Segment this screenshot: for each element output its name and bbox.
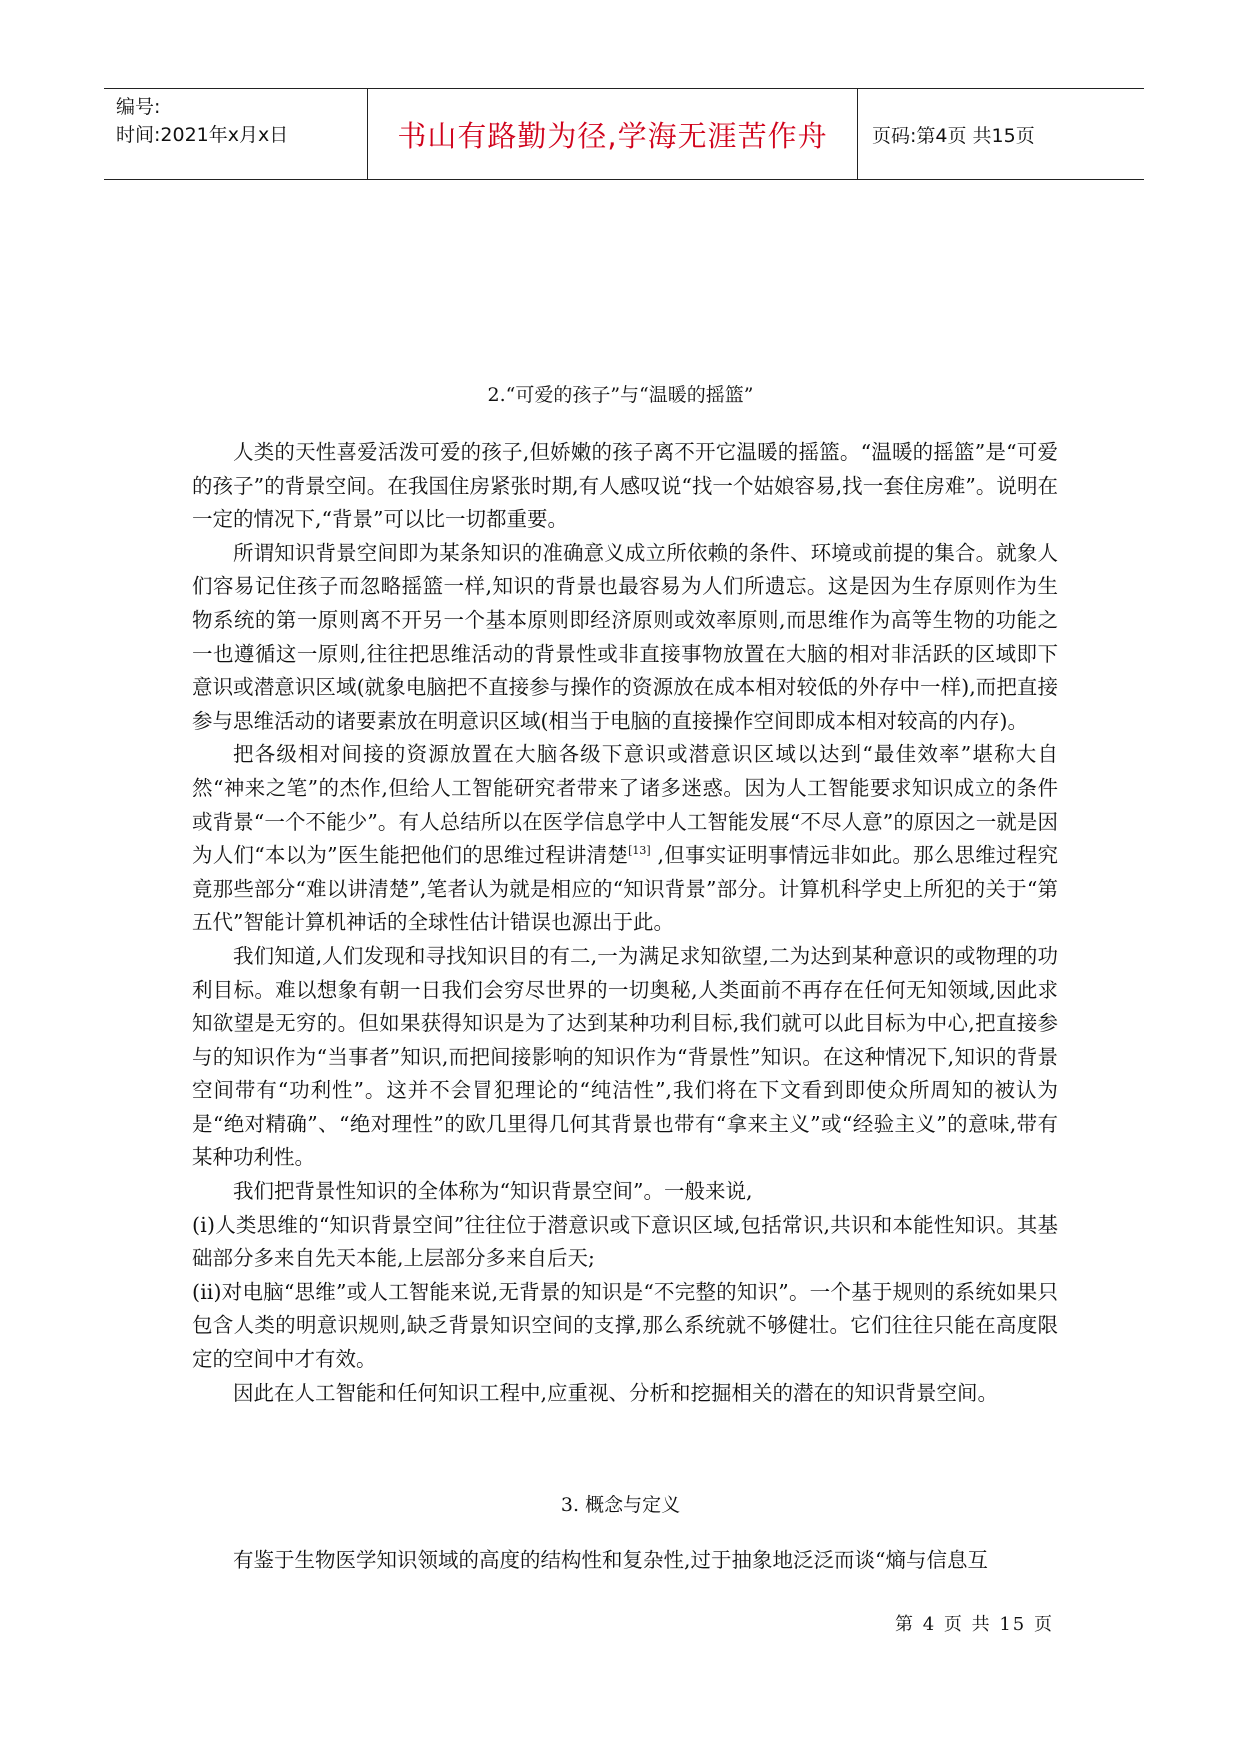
section-3-body bbox=[192, 1544, 1058, 1578]
paragraph: 所谓知识背景空间即为某条知识的准确意义成立所依赖的条件、环境或前提的集合。就象人们容易记住孩子而忽略摇篮一样,知识的背景也最容易为人们所遗忘。这是因为生存原则作为生物系统的第一原则离不开另一个基本原则即经济原则或效率原则,而思维作为高等生物的功能之一也遵循这一原则,往往把思维活动的背景性或非直接事物放置在大脑的相对非活跃的区域即下意识或潜意识区域(就象电脑把不直接参与操作的资源放在成本相对较低的外存中一样),而把直接参与思维活动的诸要素放在明意识区域(相当于电脑的直接操作空间即成本相对较高的内存)。 bbox=[192, 540, 1058, 733]
paragraph-text: 把各级相对间接的资源放置在大脑各级下意识或潜意识区域以达到“最佳效率”堪称大自然“神来之笔”的杰作,但给人工智能研究者带来了诸多迷惑。因为人工智能要求知识成立的条件或背景“一个不能少”。有人总结所以在医学信息学中人工智能发展“不尽人意”的原因之一就是因为人们“本以为”医生能把他们的思维过程讲清楚 bbox=[192, 742, 1058, 868]
section-2-body bbox=[192, 436, 1058, 1410]
number-label: 编号: bbox=[116, 96, 161, 118]
header-motto: 书山有路勤为径,学海无涯苦作舟 bbox=[368, 89, 858, 179]
paragraph: 我们把背景性知识的全体称为“知识背景空间”。一般来说, bbox=[233, 1179, 753, 1204]
section-3-title: 3. 概念与定义 bbox=[560, 1494, 681, 1516]
section-2-title: 2.“可爱的孩子”与“温暖的摇篮” bbox=[487, 384, 754, 406]
list-item: (ⅱ)对电脑“思维”或人工智能来说,无背景的知识是“不完整的知识”。一个基于规则的系统如果只包含人类的明意识规则,缺乏背景知识空间的支撑,那么系统就不够健壮。它们往往只能在高度限定的空间中才有效。 bbox=[192, 1279, 1058, 1372]
time-label: 时间:2021年x月x日 bbox=[116, 124, 289, 146]
header-page-code: 页码:第4页 共15页 bbox=[872, 124, 1035, 147]
paragraph: 人类的天性喜爱活泼可爱的孩子,但娇嫩的孩子离不开它温暖的摇篮。“温暖的摇篮”是“可爱的孩子”的背景空间。在我国住房紧张时期,有人感叹说“找一个姑娘容易,找一套住房难”。说明在一定的情况下,“背景”可以比一切都重要。 bbox=[192, 440, 1058, 532]
paragraph: 有鉴于生物医学知识领域的高度的结构性和复杂性,过于抽象地泛泛而谈“熵与信息互 bbox=[233, 1548, 988, 1572]
header-meta bbox=[104, 89, 368, 179]
citation-ref: [13] bbox=[628, 844, 651, 858]
document-header bbox=[104, 88, 1144, 180]
page-footer: 第 4 页 共 15 页 bbox=[895, 1614, 1054, 1635]
paragraph: 我们知道,人们发现和寻找知识目的有二,一为满足求知欲望,二为达到某种意识的或物理的功利目标。难以想象有朝一日我们会穷尽世界的一切奥秘,人类面前不再存在任何无知领域,因此求知欲望是无穷的。但如果获得知识是为了达到某种功利目标,我们就可以此目标为中心,把直接参与的知识作为“当事者”知识,而把间接影响的知识作为“背景性”知识。在这种情况下,知识的背景空间带有“功利性”。这并不会冒犯理论的“纯洁性”,我们将在下文看到即使众所周知的被认为是“绝对精确”、“绝对理性”的欧几里得几何其背景也带有“拿来主义”或“经验主义”的意味,带有某种功利性。 bbox=[192, 943, 1058, 1170]
paragraph bbox=[192, 738, 1058, 940]
paragraph: 因此在人工智能和任何知识工程中,应重视、分析和挖掘相关的潜在的知识背景空间。 bbox=[233, 1380, 999, 1405]
paragraph-text: ,但事实证明事情远非如此。那么思维过程究竟那些部分“难以讲清楚”,笔者认为就是相应的“知识背景”部分。计算机科学史上所犯的关于“第五代”智能计算机神话的全球性估计错误也源出于此。 bbox=[192, 843, 1058, 935]
list-item: (ⅰ)人类思维的“知识背景空间”往往位于潜意识或下意识区域,包括常识,共识和本能性知识。其基础部分多来自先天本能,上层部分多来自后天; bbox=[192, 1212, 1058, 1271]
